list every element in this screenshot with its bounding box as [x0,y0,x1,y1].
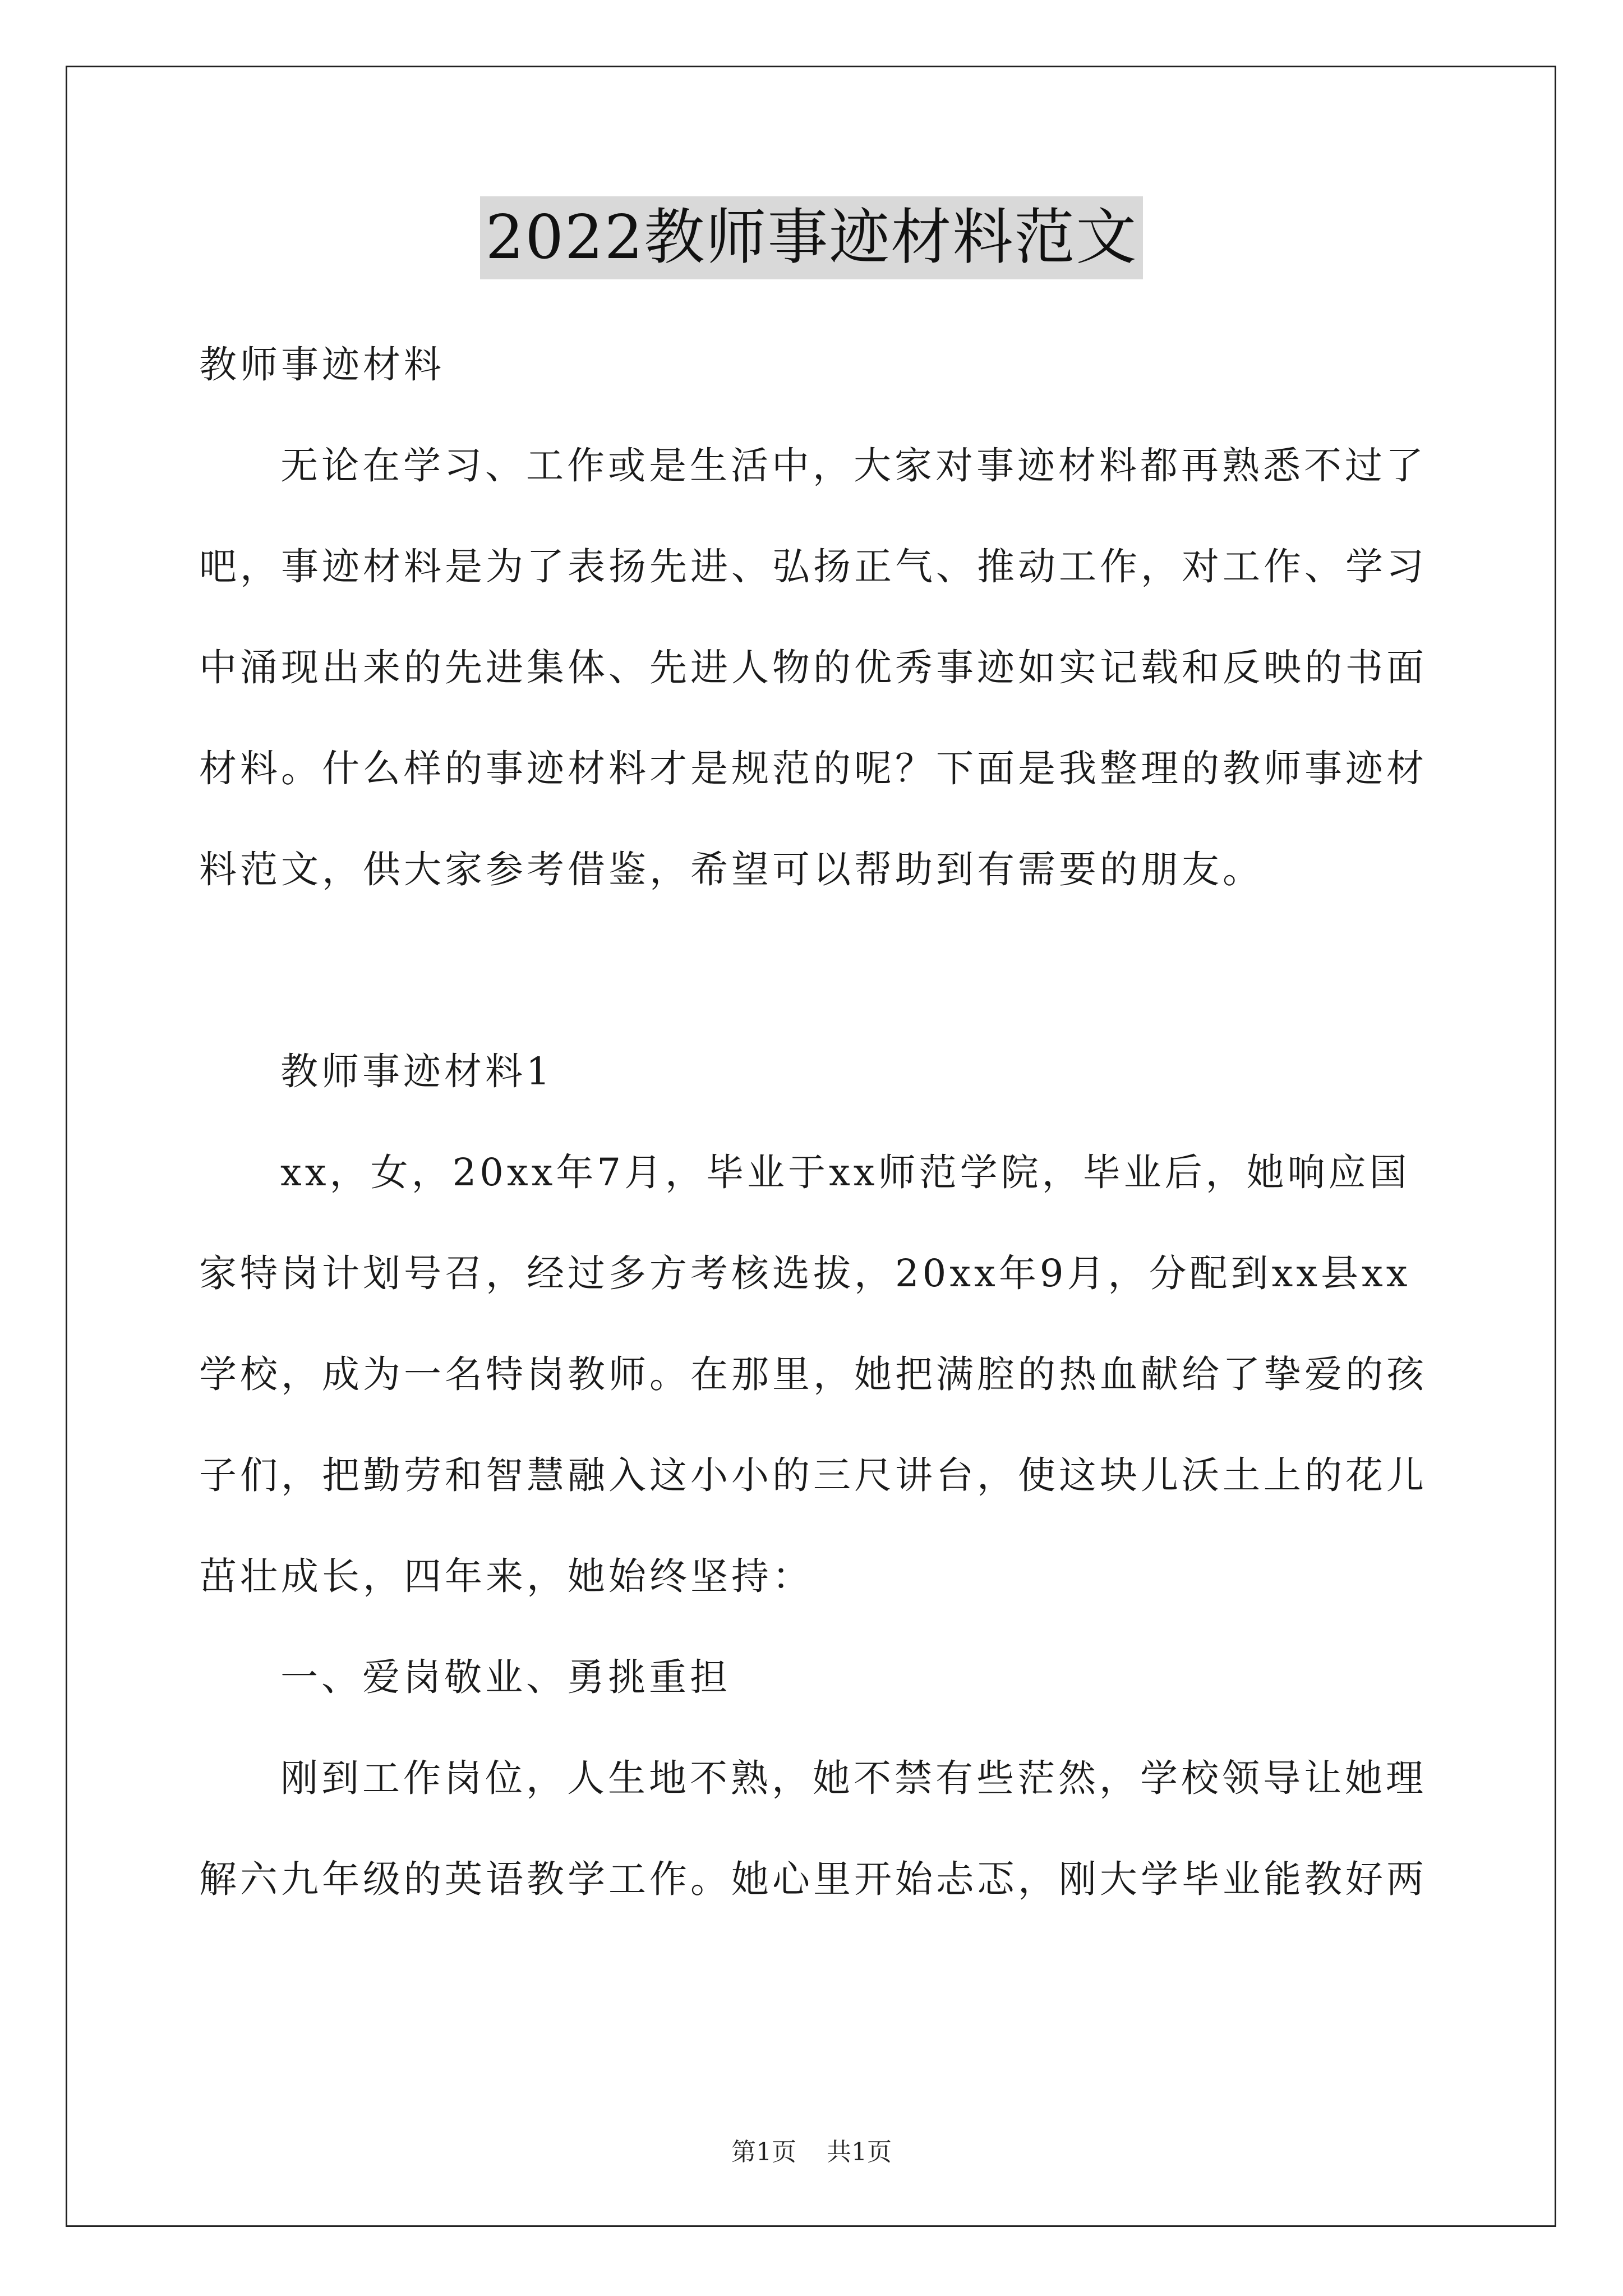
paragraph-line: 料范文，供大家参考借鉴，希望可以帮助到有需要的朋友。 [199,848,1264,891]
title-wrap [0,196,1623,279]
paragraph-line: 子们，把勤劳和智慧融入这小小的三尺讲台，使这块儿沃土上的花儿 [199,1453,1427,1497]
document-heading: 教师事迹材料 [199,343,445,386]
paragraph-line: 家特岗计划号召，经过多方考核选拔，20xx年9月，分配到xx县xx [199,1251,1411,1295]
paragraph-line: 刚到工作岗位，人生地不熟，她不禁有些茫然，学校领导让她理 [280,1756,1427,1800]
paragraph-line: 解六九年级的英语教学工作。她心里开始忐忑，刚大学毕业能教好两 [199,1857,1427,1901]
paragraph-line: 吧，事迹材料是为了表扬先进、弘扬正气、推动工作，对工作、学习 [199,545,1427,588]
document-title: 2022教师事迹材料范文 [480,196,1144,279]
page-footer [0,2132,1623,2168]
paragraph-line: 中涌现出来的先进集体、先进人物的优秀事迹如实记载和反映的书面 [199,646,1427,689]
section-title: 教师事迹材料1 [280,1050,554,1093]
paragraph-line: 学校，成为一名特岗教师。在那里，她把满腔的热血献给了挚爱的孩 [199,1352,1427,1396]
document-body [199,314,1427,1930]
spacer [199,920,1427,1021]
page-number: 第1页 [731,2138,796,2166]
subheading: 一、爱岗敬业、勇挑重担 [280,1655,731,1699]
paragraph-line: 茁壮成长，四年来，她始终坚持： [199,1554,813,1598]
paragraph-line: 材料。什么样的事迹材料才是规范的呢？下面是我整理的教师事迹材 [199,747,1427,790]
page-total: 共1页 [827,2138,892,2166]
paragraph-line: 无论在学习、工作或是生活中，大家对事迹材料都再熟悉不过了 [280,444,1427,487]
paragraph-line: xx，女，20xx年7月，毕业于xx师范学院，毕业后，她响应国 [280,1151,1410,1194]
